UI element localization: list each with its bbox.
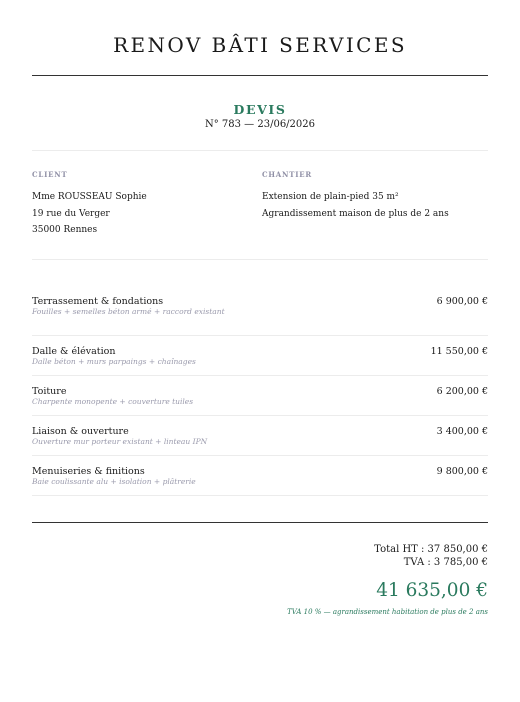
header-divider [32, 75, 488, 76]
section-divider [32, 259, 488, 260]
line-item-description: Ouverture mur porteur existant + linteau IPN [32, 436, 208, 446]
total-ttc: 41 635,00 € [376, 579, 488, 601]
site-title: Extension de plain-pied 35 m² [262, 192, 399, 202]
line-item [32, 416, 488, 456]
totals-divider [32, 522, 488, 523]
client-street: 19 rue du Verger [32, 208, 110, 219]
line-item-title: Terrassement & fondations [32, 295, 164, 307]
line-item-description: Charpente monopente + couverture tuiles [32, 396, 194, 406]
site-label: CHANTIER [262, 170, 313, 179]
line-item [32, 456, 488, 496]
total-tva: TVA : 3 785,00 € [403, 556, 488, 568]
line-item-amount: 6 200,00 € [436, 385, 488, 397]
line-item-title: Liaison & ouverture [32, 425, 129, 437]
line-item-amount: 3 400,00 € [436, 425, 488, 437]
client-block [32, 171, 258, 239]
totals-block [32, 543, 488, 617]
line-item-amount: 6 900,00 € [436, 295, 488, 307]
document-number-date: N° 783 — 23/06/2026 [204, 119, 315, 130]
site-description: Agrandissement maison de plus de 2 ans [262, 208, 449, 219]
line-item-description: Dalle béton + murs parpaings + chaînages [32, 356, 196, 366]
client-name: Mme ROUSSEAU Sophie [32, 192, 147, 202]
line-item [32, 376, 488, 416]
line-item-description: Baie coulissante alu + isolation + plâtrerie [32, 476, 196, 486]
total-ht: Total HT : 37 850,00 € [374, 543, 488, 555]
line-item-title: Menuiseries & finitions [32, 465, 145, 477]
line-item-title: Dalle & élévation [32, 345, 116, 357]
line-item-amount: 11 550,00 € [430, 345, 488, 357]
line-item-title: Toiture [32, 385, 67, 397]
client-city: 35000 Rennes [32, 225, 98, 235]
line-item-amount: 9 800,00 € [436, 465, 488, 477]
vat-note: TVA 10 % — agrandissement habitation de plus de 2 ans [287, 607, 488, 616]
document-type: DEVIS [233, 102, 287, 117]
client-label: CLIENT [32, 170, 68, 179]
line-items [32, 296, 488, 496]
line-item [32, 336, 488, 376]
line-item [32, 296, 488, 336]
line-item-description: Fouilles + semelles béton armé + raccord existant [32, 306, 225, 316]
parties-block [32, 171, 488, 239]
site-block [258, 171, 488, 239]
section-divider [32, 150, 488, 151]
company-name: RENOV BÂTI SERVICES [113, 33, 407, 57]
